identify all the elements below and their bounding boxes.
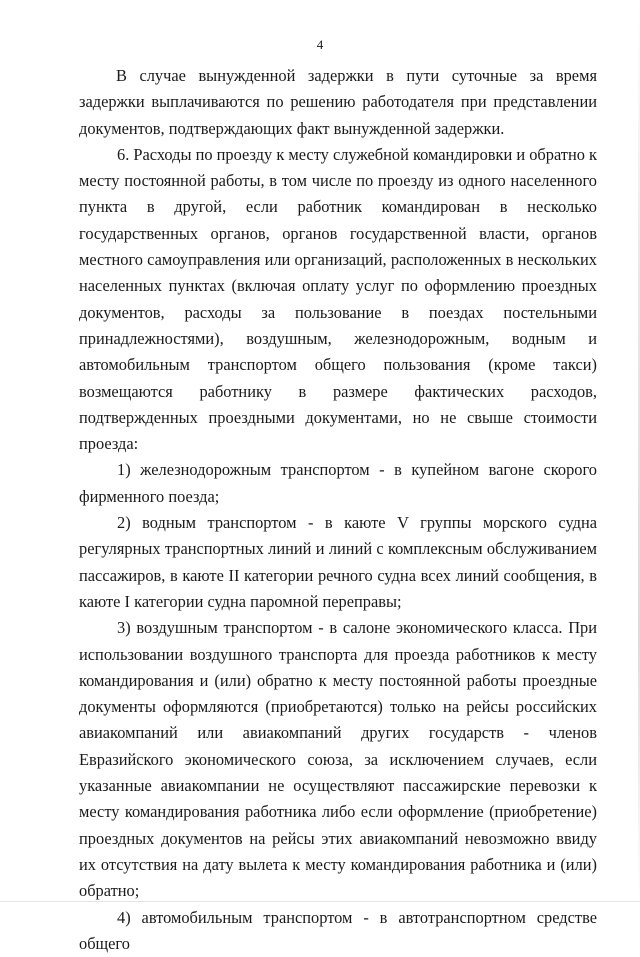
scan-bottom-edge (0, 901, 640, 902)
page-number: 4 (0, 38, 640, 52)
paragraph-road-transport: 4) автомобильным транспортом - в автотранспортном средстве общего (79, 905, 597, 957)
paragraph-water-transport: 2) водным транспортом - в каюте V группы морского судна регулярных транспортных линий и линий с комплексным обслуживанием пассажиров, в каюте II категории речного судна всех линий сообщения, в каюте I категории судна паромной переправы; (79, 510, 597, 615)
document-body (79, 63, 597, 957)
paragraph-travel-expenses: 6. Расходы по проезду к месту служебной командировки и обратно к месту постоянной работы, в том числе по проезду из одного населенного пункта в другой, если работник командирован в несколько государственных органов, органов государственной власти, органов местного самоуправления или организаций, расположенных в нескольких населенных пунктах (включая оплату услуг по оформлению проездных документов, расходы за пользование в поездах постельными принадлежностями), воздушным, железнодорожным, водным и автомобильным транспортом общего пользования (кроме такси) возмещаются работнику в размере фактических расходов, подтвержденных проездными документами, но не свыше стоимости проезда: (79, 142, 597, 458)
paragraph-air-transport: 3) воздушным транспортом - в салоне экономического класса. При использовании воздушного транспорта для проезда работников к месту командирования и (или) обратно к месту постоянной работы проездные документы оформляются (приобретаются) только на рейсы российских авиакомпаний или авиакомпаний других государств - членов Евразийского экономического союза, за исключением случаев, если указанные авиакомпании не осуществляют пассажирские перевозки к месту командирования работника либо если оформление (приобретение) проездных документов на рейсы этих авиакомпаний невозможно ввиду их отсутствия на дату вылета к месту командирования работника и (или) обратно; (79, 615, 597, 904)
paragraph-delay-allowance: В случае вынужденной задержки в пути суточные за время задержки выплачиваются по решению работодателя при представлении документов, подтверждающих факт вынужденной задержки. (79, 63, 597, 142)
paragraph-railway-transport: 1) железнодорожным транспортом - в купейном вагоне скорого фирменного поезда; (79, 457, 597, 510)
